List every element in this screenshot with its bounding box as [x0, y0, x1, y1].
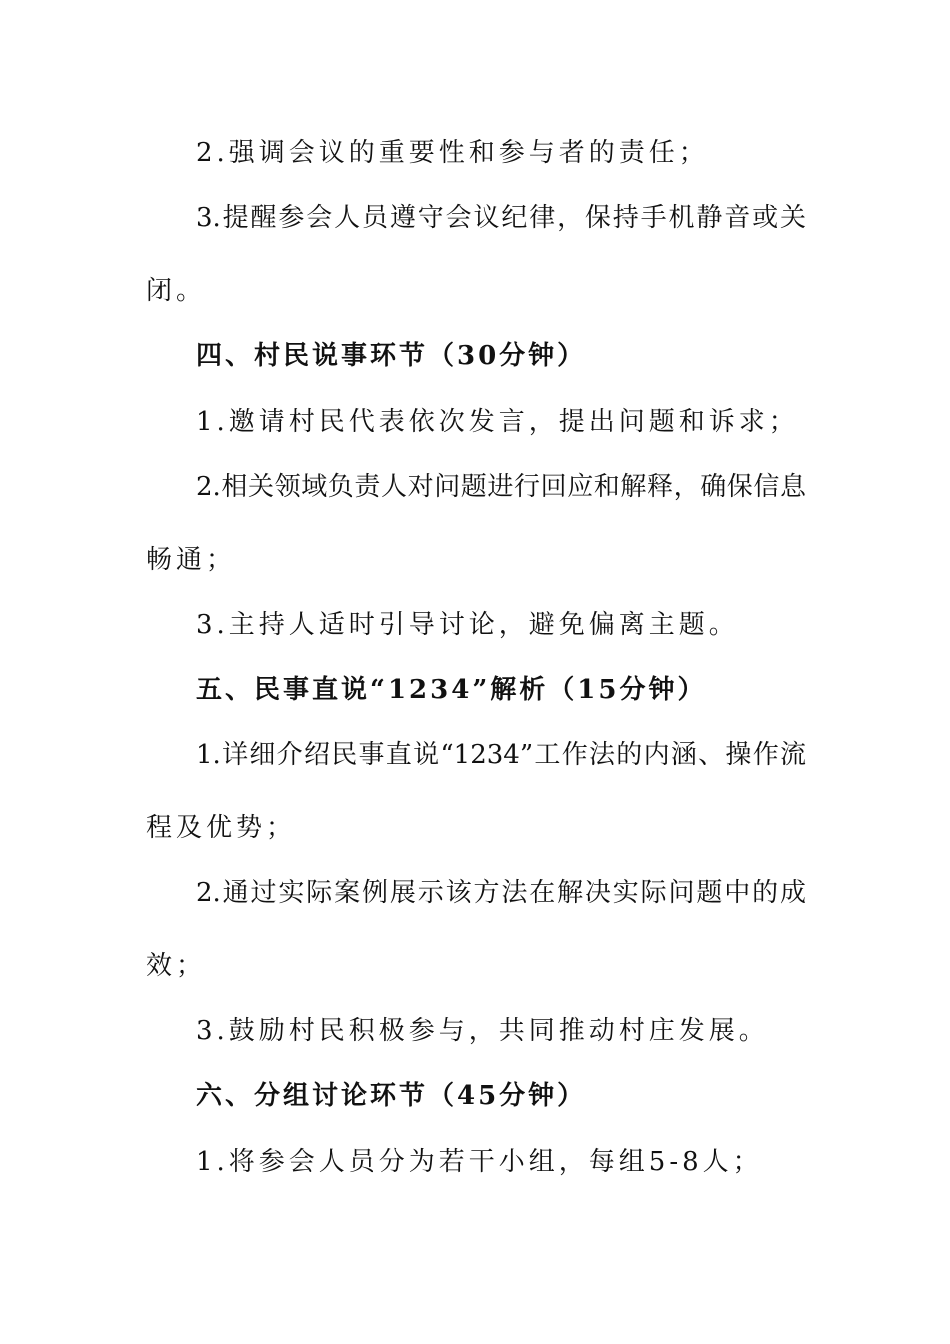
item-4-3b: 3.主持人适时引导讨论，避免偏离主题。	[196, 610, 739, 640]
item-4-3-line2: 闭。	[146, 276, 207, 306]
section-heading-6: 六、分组讨论环节（45分钟）	[196, 1081, 587, 1111]
item-4-2b-line1: 2.相关领域负责人对问题进行回应和解释，确保信息	[196, 472, 806, 502]
item-5-1-line2: 程及优势；	[146, 813, 297, 843]
item-5-3: 3.鼓励村民积极参与，共同推动村庄发展。	[196, 1016, 769, 1046]
section-heading-5: 五、民事直说“1234”解析（15分钟）	[196, 675, 707, 705]
item-6-1: 1.将参会人员分为若干小组，每组5-8人；	[196, 1147, 763, 1177]
section-heading-4: 四、村民说事环节（30分钟）	[196, 341, 587, 371]
item-5-2-line2: 效；	[146, 951, 207, 981]
item-5-1-line1: 1.详细介绍民事直说“1234”工作法的内涵、操作流	[196, 740, 806, 770]
item-4-2b-line2: 畅通；	[146, 545, 237, 575]
item-5-2-line1: 2.通过实际案例展示该方法在解决实际问题中的成	[196, 878, 806, 908]
item-4-1: 1.邀请村民代表依次发言，提出问题和诉求；	[196, 407, 799, 437]
item-4-3-line1: 3.提醒参会人员遵守会议纪律，保持手机静音或关	[196, 203, 806, 233]
item-4-2: 2.强调会议的重要性和参与者的责任；	[196, 138, 709, 168]
